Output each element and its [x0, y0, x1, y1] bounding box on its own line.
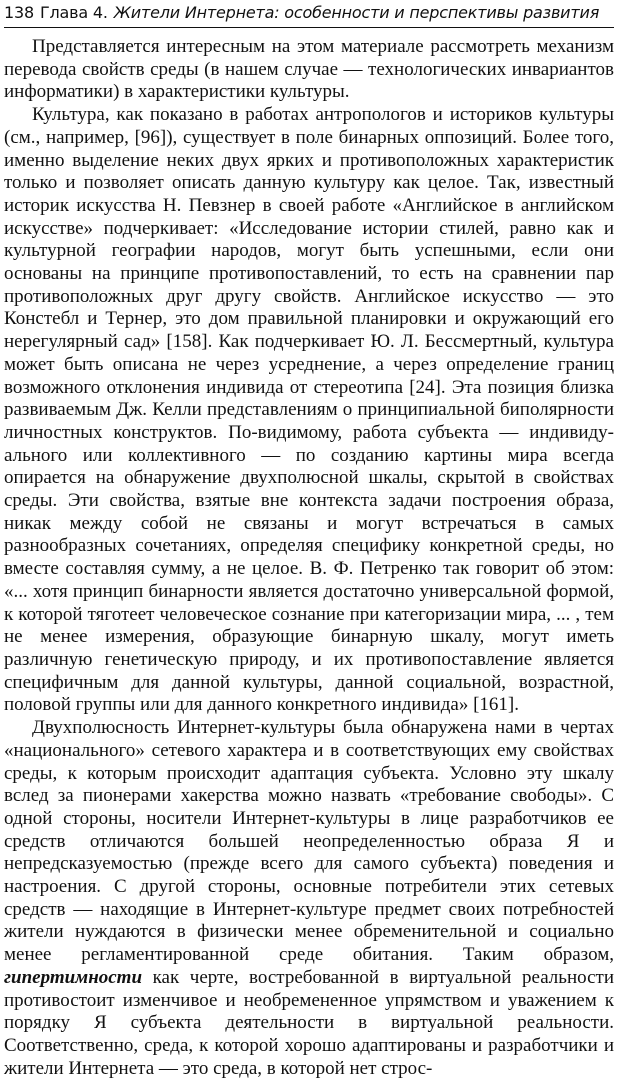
chapter-title: Жители Интернета: особенности и перспективы развития — [113, 3, 600, 22]
paragraph-3-text-before: Двухполюсность Интернет-культуры была обнаружена нами в чертах «национального» сетевого характера и в соответствующих ему свойствах среды, к которым происходит адаптация субъекта. Условно эту шкалу вслед за пионерами хакерства можно назвать «требование свободы». С одной стороны, носители Интернет-культуры в лице разработчиков ее средств отличаются большей неопределенностью образа Я и непредсказуемостью (прежде всего для самого субъекта) поведения и настроения. С другой стороны, основные потребители этих сетевых средств — находящие в Интернет-культуре предмет своих потребностей жители нуждаются в физически менее обременительной и социально менее регламентированной среде обитания. Таким образом, — [4, 717, 614, 966]
body-text — [4, 36, 614, 1080]
running-header — [4, 2, 614, 28]
paragraph-3 — [4, 717, 614, 1080]
emphasized-term: гипертимности — [4, 966, 143, 988]
chapter-label: Глава 4. — [39, 3, 108, 22]
paragraph-1: Представляется интересным на этом материале рассмотреть механизм перевода свойств среды (в нашем случае — технологических инвариантов информатики) в характеристики культуры. — [4, 36, 614, 103]
page-number: 138 — [4, 3, 34, 22]
paragraph-3-text-after: как черте, востребованной в виртуальной реальности противостоит изменчивое и необремененное упрямством и уважением к порядку Я субъекта деятельности в виртуальной реальности. Соответственно, среда, к которой хорошо адаптированы и разработчики и жители Интернета — это среда, в которой нет строс- — [4, 966, 614, 1079]
paragraph-2: Культура, как показано в работах антропологов и историков культуры (см., например, [96]), существует в поле бинарных оппозиций. Более того, именно выделение неких двух ярких и противоположных характеристик только и позволяет описать данную культуру как целое. Так, известный историк искусства Н. Певзнер в своей работе «Английское в английском искусстве» подчеркивает: «Исследование истории стилей, равно как и культурной географии народов, могут быть успешными, если они основаны на принципе противопоставлений, то есть на сравнении пар противоположных друг другу свойств. Английское искусство — это Констебл и Тернер, это дом правильной планировки и окружающий его нерегулярный сад» [158]. Как подчеркивает Ю. Л. Бессмертный, культура может быть описана не через усреднение, а через определение границ возможного отклонения индивида от стереотипа [24]. Эта позиция близка развиваемым Дж. Келли представлениям о принципиальной биполярности личностных конструктов. По-видимому, работа субъекта — индивидуального или коллективного — по созданию картины мира всегда опирается на обнаружение двухполюсной шкалы, скрытой в свойствах среды. Эти свойства, взятые вне контекста задачи построения образа, никак между собой не связаны и могут встречаться в самых разнообразных сочетаниях, определяя специфику конкретной среды, но вместе составляя сумму, а не целое. В. Ф. Петренко так говорит об этом: «... хотя принцип бинарности является достаточно универсальной формой, к которой тяготеет человеческое сознание при категоризации мира, ... , тем не менее измерения, образующие бинарную шкалу, могут иметь различную генетическую природу, и их противопоставление является специфичным для данной культуры, данной социальной, возрастной, половой группы или для данного конкретного индивида» [161]. — [4, 104, 614, 716]
